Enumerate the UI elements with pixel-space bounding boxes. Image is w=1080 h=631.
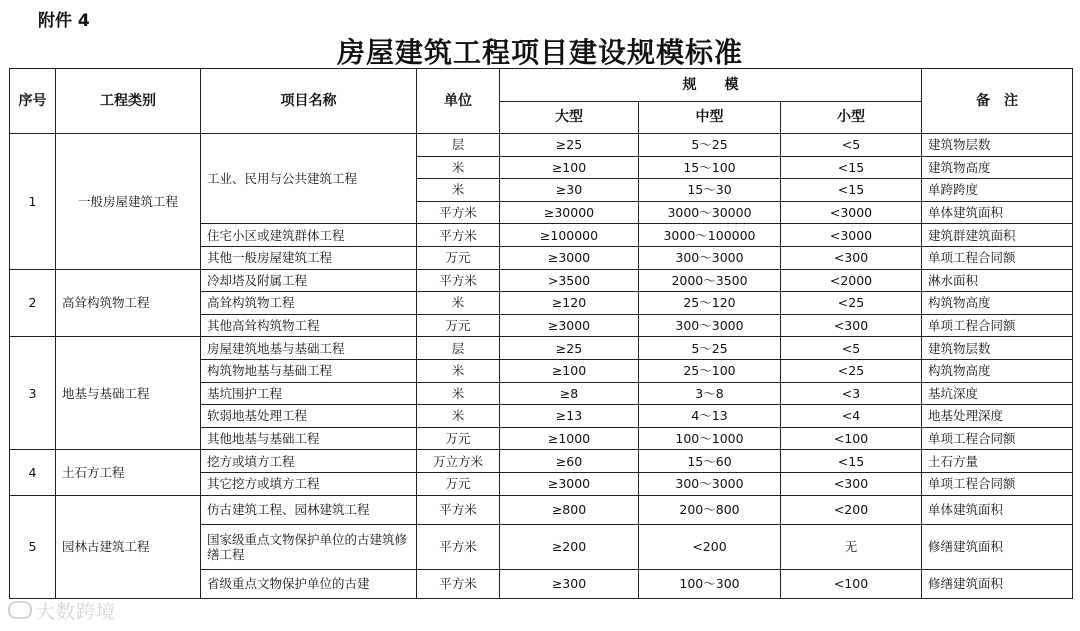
medium-cell: 3～8 [639, 382, 781, 405]
medium-cell: 25～120 [639, 292, 781, 315]
medium-cell: 300～3000 [639, 314, 781, 337]
small-cell: <4 [781, 405, 922, 428]
remark-cell: 单项工程合同额 [922, 246, 1073, 269]
remark-cell: 单体建筑面积 [922, 495, 1073, 524]
item-name: 冷却塔及附属工程 [201, 269, 417, 292]
group-no: 4 [10, 450, 56, 495]
large-cell: ≥25 [500, 337, 639, 360]
table-row [10, 450, 1073, 473]
large-cell: ≥30000 [500, 201, 639, 224]
remark-cell: 单体建筑面积 [922, 201, 1073, 224]
item-name: 房屋建筑地基与基础工程 [201, 337, 417, 360]
header-remark: 备 注 [922, 69, 1073, 134]
remark-cell: 单项工程合同额 [922, 314, 1073, 337]
table-row [10, 495, 1073, 524]
large-cell: ≥120 [500, 292, 639, 315]
medium-cell: 100～300 [639, 569, 781, 598]
group-no: 2 [10, 269, 56, 337]
medium-cell: 3000～30000 [639, 201, 781, 224]
item-name: 其他一般房屋建筑工程 [201, 246, 417, 269]
large-cell: ≥800 [500, 495, 639, 524]
small-cell: <25 [781, 359, 922, 382]
small-cell: 无 [781, 524, 922, 569]
remark-cell: 基坑深度 [922, 382, 1073, 405]
scale-standard-table [9, 68, 1073, 599]
header-unit: 单位 [417, 69, 500, 134]
group-category: 高耸构筑物工程 [56, 269, 201, 337]
large-cell: ≥200 [500, 524, 639, 569]
small-cell: <300 [781, 314, 922, 337]
remark-cell: 构筑物高度 [922, 292, 1073, 315]
item-name: 构筑物地基与基础工程 [201, 359, 417, 382]
medium-cell: <200 [639, 524, 781, 569]
small-cell: <2000 [781, 269, 922, 292]
item-name: 挖方或填方工程 [201, 450, 417, 473]
large-cell: ≥3000 [500, 246, 639, 269]
medium-cell: 3000～100000 [639, 224, 781, 247]
group-no: 5 [10, 495, 56, 598]
remark-cell: 建筑物层数 [922, 337, 1073, 360]
unit-cell: 层 [417, 337, 500, 360]
unit-cell: 平方米 [417, 495, 500, 524]
header-medium: 中型 [639, 102, 781, 134]
small-cell: <300 [781, 472, 922, 495]
unit-cell: 米 [417, 405, 500, 428]
medium-cell: 5～25 [639, 337, 781, 360]
remark-cell: 地基处理深度 [922, 405, 1073, 428]
small-cell: <200 [781, 495, 922, 524]
large-cell: ≥30 [500, 179, 639, 202]
medium-cell: 100～1000 [639, 427, 781, 450]
large-cell: ≥25 [500, 134, 639, 157]
unit-cell: 层 [417, 134, 500, 157]
unit-cell: 平方米 [417, 269, 500, 292]
remark-cell: 淋水面积 [922, 269, 1073, 292]
item-name: 基坑围护工程 [201, 382, 417, 405]
group-category: 地基与基础工程 [56, 337, 201, 450]
medium-cell: 15～100 [639, 156, 781, 179]
remark-cell: 修缮建筑面积 [922, 569, 1073, 598]
group-category: 园林古建筑工程 [56, 495, 201, 598]
large-cell: ≥3000 [500, 314, 639, 337]
header-item: 项目名称 [201, 69, 417, 134]
unit-cell: 万元 [417, 246, 500, 269]
item-name: 其它挖方或填方工程 [201, 472, 417, 495]
attachment-label: 附件 4 [38, 11, 90, 31]
large-cell: ≥13 [500, 405, 639, 428]
unit-cell: 万元 [417, 427, 500, 450]
watermark [8, 597, 116, 624]
item-name: 工业、民用与公共建筑工程 [201, 134, 417, 224]
unit-cell: 米 [417, 359, 500, 382]
watermark-text: 大数跨境 [36, 601, 117, 623]
header-large: 大型 [500, 102, 639, 134]
item-name: 国家级重点文物保护单位的古建筑修缮工程 [201, 524, 417, 569]
table-row [10, 337, 1073, 360]
item-name: 住宅小区或建筑群体工程 [201, 224, 417, 247]
small-cell: <3 [781, 382, 922, 405]
group-category: 土石方工程 [56, 450, 201, 495]
remark-cell: 建筑物高度 [922, 156, 1073, 179]
unit-cell: 万元 [417, 472, 500, 495]
remark-cell: 构筑物高度 [922, 359, 1073, 382]
medium-cell: 15～30 [639, 179, 781, 202]
unit-cell: 米 [417, 179, 500, 202]
unit-cell: 米 [417, 382, 500, 405]
header-small: 小型 [781, 102, 922, 134]
large-cell: ≥8 [500, 382, 639, 405]
header-category: 工程类别 [56, 69, 201, 134]
medium-cell: 2000～3500 [639, 269, 781, 292]
large-cell: ≥100 [500, 156, 639, 179]
large-cell: >3500 [500, 269, 639, 292]
large-cell: ≥300 [500, 569, 639, 598]
header-no: 序号 [10, 69, 56, 134]
unit-cell: 平方米 [417, 201, 500, 224]
small-cell: <15 [781, 450, 922, 473]
item-name: 其他地基与基础工程 [201, 427, 417, 450]
header-scale: 规 模 [500, 69, 922, 102]
remark-cell: 单跨跨度 [922, 179, 1073, 202]
small-cell: <3000 [781, 201, 922, 224]
unit-cell: 平方米 [417, 569, 500, 598]
unit-cell: 平方米 [417, 524, 500, 569]
remark-cell: 建筑物层数 [922, 134, 1073, 157]
table-row [10, 269, 1073, 292]
small-cell: <15 [781, 179, 922, 202]
small-cell: <300 [781, 246, 922, 269]
unit-cell: 米 [417, 156, 500, 179]
unit-cell: 平方米 [417, 224, 500, 247]
large-cell: ≥60 [500, 450, 639, 473]
item-name: 其他高耸构筑物工程 [201, 314, 417, 337]
medium-cell: 15～60 [639, 450, 781, 473]
small-cell: <15 [781, 156, 922, 179]
remark-cell: 修缮建筑面积 [922, 524, 1073, 569]
item-name: 仿古建筑工程、园林建筑工程 [201, 495, 417, 524]
medium-cell: 300～3000 [639, 246, 781, 269]
unit-cell: 万元 [417, 314, 500, 337]
item-name: 高耸构筑物工程 [201, 292, 417, 315]
small-cell: <5 [781, 337, 922, 360]
small-cell: <3000 [781, 224, 922, 247]
table-row [10, 134, 1073, 157]
large-cell: ≥100 [500, 359, 639, 382]
group-no: 1 [10, 134, 56, 270]
medium-cell: 200～800 [639, 495, 781, 524]
medium-cell: 25～100 [639, 359, 781, 382]
small-cell: <100 [781, 569, 922, 598]
unit-cell: 米 [417, 292, 500, 315]
remark-cell: 土石方量 [922, 450, 1073, 473]
medium-cell: 4～13 [639, 405, 781, 428]
remark-cell: 单项工程合同额 [922, 427, 1073, 450]
document-title: 房屋建筑工程项目建设规模标准 [336, 36, 743, 69]
remark-cell: 建筑群建筑面积 [922, 224, 1073, 247]
watermark-logo-icon [8, 601, 32, 619]
medium-cell: 5～25 [639, 134, 781, 157]
item-name: 省级重点文物保护单位的古建 [201, 569, 417, 598]
large-cell: ≥3000 [500, 472, 639, 495]
small-cell: <5 [781, 134, 922, 157]
small-cell: <100 [781, 427, 922, 450]
large-cell: ≥100000 [500, 224, 639, 247]
small-cell: <25 [781, 292, 922, 315]
unit-cell: 万立方米 [417, 450, 500, 473]
medium-cell: 300～3000 [639, 472, 781, 495]
large-cell: ≥1000 [500, 427, 639, 450]
remark-cell: 单项工程合同额 [922, 472, 1073, 495]
item-name: 软弱地基处理工程 [201, 405, 417, 428]
group-category: 一般房屋建筑工程 [56, 134, 201, 270]
group-no: 3 [10, 337, 56, 450]
